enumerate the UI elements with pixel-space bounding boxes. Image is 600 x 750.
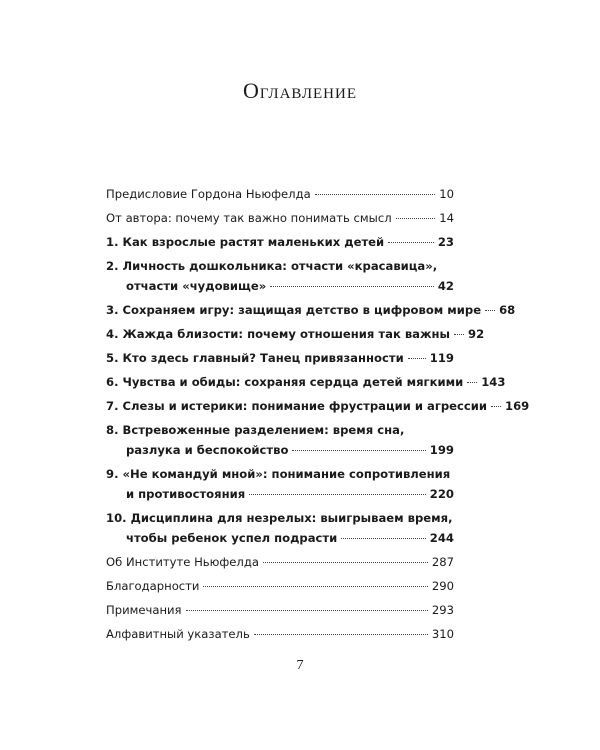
page-number: 7 <box>296 658 304 673</box>
toc-entry-line <box>106 232 454 252</box>
toc-entry-line <box>106 464 454 484</box>
toc-entry <box>106 232 454 252</box>
toc-entry-line <box>106 484 454 504</box>
dot-leader <box>203 586 427 587</box>
toc-entry <box>106 396 530 416</box>
toc-entry-page: 23 <box>437 235 454 249</box>
toc-entry <box>106 624 454 644</box>
toc-entry <box>106 508 454 548</box>
toc-entry-title: 4. Жажда близости: почему отношения так важны <box>106 327 451 341</box>
toc-entry-title: 5. Кто здесь главный? Танец привязанности <box>106 351 404 365</box>
toc-entry-page: 287 <box>431 555 454 569</box>
toc-entry <box>106 256 454 296</box>
toc-entry-line <box>106 184 454 204</box>
toc-entry <box>106 552 454 572</box>
toc-entry-line <box>106 276 454 296</box>
toc-entry-line <box>106 208 454 228</box>
toc-entry <box>106 600 454 620</box>
toc-entry-line <box>106 300 516 320</box>
dot-leader <box>315 194 436 195</box>
toc-entry-title: и противостояния <box>126 487 246 501</box>
toc-entry-page: 169 <box>505 399 530 413</box>
dot-leader <box>254 634 428 635</box>
toc-entry-line <box>106 420 454 440</box>
toc-entry-title: 2. Личность дошкольника: отчасти «красавица», <box>106 259 438 273</box>
toc-entry-title: Примечания <box>106 603 182 617</box>
toc-entry-title: 3. Сохраняем игру: защищая детство в цифровом мире <box>106 303 482 317</box>
toc-entry-title: чтобы ребенок успел подрасти <box>126 531 338 545</box>
toc-entry-title: Предисловие Гордона Ньюфелда <box>106 187 311 201</box>
toc-entry-title: 7. Слезы и истерики: понимание фрустрации и агрессии <box>106 399 488 413</box>
toc-entry <box>106 348 454 368</box>
dot-leader <box>263 562 428 563</box>
dot-leader <box>186 610 428 611</box>
toc-entry-line <box>106 528 454 548</box>
toc-entry-line <box>106 324 485 344</box>
toc-entry-title: От автора: почему так важно понимать смысл <box>106 211 392 225</box>
toc-entry-line <box>106 624 454 644</box>
toc-entry <box>106 324 485 344</box>
toc-entry-page: 310 <box>431 627 454 641</box>
toc-entry-line <box>106 576 454 596</box>
toc-entry <box>106 372 506 392</box>
dot-leader <box>467 382 477 383</box>
toc-entry <box>106 464 454 504</box>
toc-entry-line <box>106 508 454 528</box>
toc-entry <box>106 208 454 228</box>
toc-entry <box>106 300 516 320</box>
dot-leader <box>388 242 434 243</box>
toc-entry-page: 290 <box>431 579 454 593</box>
dot-leader <box>485 310 495 311</box>
page-title: Оглавление <box>242 78 358 103</box>
toc-entry-line <box>106 256 454 276</box>
toc-entry-line <box>106 552 454 572</box>
toc-entry-page: 199 <box>429 443 454 457</box>
toc-entry-title: 9. «Не командуй мной»: понимание сопротивления <box>106 467 451 481</box>
toc-entry-page: 68 <box>499 303 516 317</box>
dot-leader <box>491 406 501 407</box>
toc-entry-page: 119 <box>429 351 454 365</box>
toc-entry <box>106 420 454 460</box>
dot-leader <box>249 494 426 495</box>
toc-entry-title: Алфавитный указатель <box>106 627 250 641</box>
toc-entry-title: Об Институте Ньюфелда <box>106 555 259 569</box>
toc-entry-title: 1. Как взрослые растят маленьких детей <box>106 235 385 249</box>
toc-entry-page: 143 <box>481 375 506 389</box>
table-of-contents <box>106 184 530 648</box>
dot-leader <box>408 358 426 359</box>
dot-leader <box>270 286 434 287</box>
toc-entry-page: 42 <box>437 279 454 293</box>
dot-leader <box>396 218 436 219</box>
toc-entry <box>106 576 454 596</box>
toc-entry-page: 220 <box>429 487 454 501</box>
toc-entry-line <box>106 396 530 416</box>
toc-entry-page: 92 <box>468 327 485 341</box>
dot-leader <box>454 334 464 335</box>
toc-entry-title: 10. Дисциплина для незрелых: выигрываем время, <box>106 511 453 525</box>
toc-entry-title: 6. Чувства и обиды: сохраняя сердца детей мягкими <box>106 375 464 389</box>
toc-entry-line <box>106 348 454 368</box>
toc-entry-line <box>106 372 506 392</box>
toc-entry-title: 8. Встревоженные разделением: время сна, <box>106 423 405 437</box>
dot-leader <box>341 538 426 539</box>
toc-entry-line <box>106 440 454 460</box>
toc-entry-page: 293 <box>431 603 454 617</box>
toc-entry <box>106 184 454 204</box>
toc-entry-page: 10 <box>439 187 454 201</box>
toc-entry-page: 14 <box>439 211 454 225</box>
toc-entry-page: 244 <box>429 531 454 545</box>
toc-entry-title: отчасти «чудовище» <box>126 279 267 293</box>
toc-entry-title: разлука и беспокойство <box>126 443 289 457</box>
dot-leader <box>292 450 425 451</box>
toc-entry-line <box>106 600 454 620</box>
toc-entry-title: Благодарности <box>106 579 200 593</box>
